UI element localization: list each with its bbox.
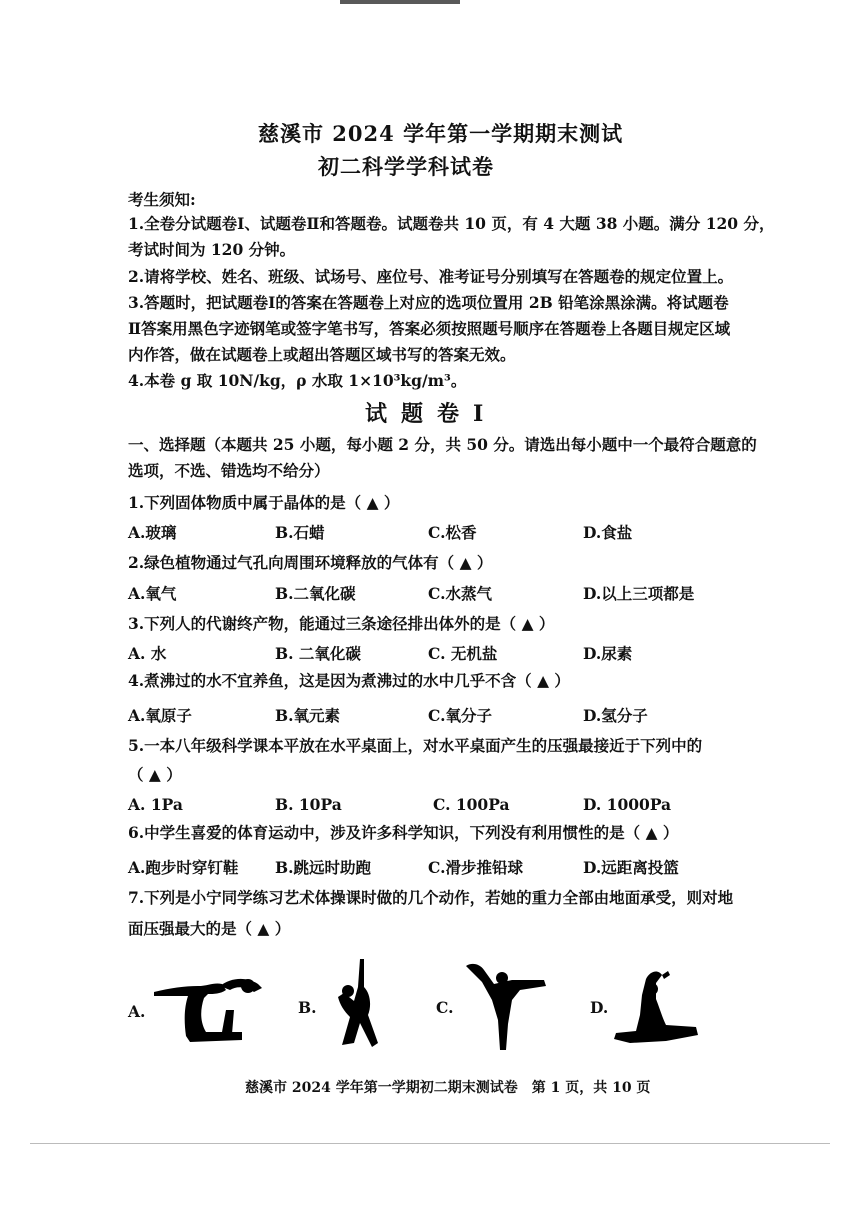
figure-label-c: C. (436, 998, 454, 1017)
page-edge-divider (30, 1143, 830, 1144)
figure-label-d: D. (590, 998, 609, 1017)
option-a: A.氧原子 (128, 706, 192, 725)
notice-line-4: 4.本卷 g 取 10N/kg，ρ 水取 1×10³kg/m³。 (128, 371, 467, 390)
option-a: A.氧气 (128, 584, 177, 603)
option-d: D.以上三项都是 (583, 584, 695, 603)
question-stem: 3.下列人的代谢终产物，能通过三条途径排出体外的是（ ▲ ） (128, 614, 555, 633)
option-c: C. 无机盐 (428, 644, 498, 663)
question-stem: 2.绿色植物通过气孔向周围环境释放的气体有（ ▲ ） (128, 553, 493, 572)
notice-line-1b: 考试时间为 120 分钟。 (128, 240, 296, 259)
option-a: A. 1Pa (128, 795, 183, 814)
notice-line-3: 3.答题时，把试题卷Ⅰ的答案在答题卷上对应的选项位置用 2B 铅笔涂黑涂满。将试题卷 (128, 293, 729, 312)
question-stem-cont: 面压强最大的是（ ▲ ） (128, 919, 291, 938)
option-c: C.滑步推铅球 (428, 858, 523, 877)
notice-line-3c: 内作答，做在试题卷上或超出答题区域书写的答案无效。 (128, 345, 516, 364)
question-stem: 6.中学生喜爱的体育运动中，涉及许多科学知识，下列没有利用惯性的是（ ▲ ） (128, 823, 679, 842)
section-intro-1: 一、选择题（本题共 25 小题，每小题 2 分，共 50 分。请选出每小题中一个最符合题意的 (128, 435, 757, 454)
question-stem: 7.下列是小宁同学练习艺术体操课时做的几个动作，若她的重力全部由地面承受，则对地 (128, 888, 734, 907)
option-b: B.石蜡 (275, 523, 325, 542)
scan-artifact (340, 0, 460, 4)
section-title: 试题卷Ⅰ (365, 401, 498, 427)
option-c: C.松香 (428, 523, 477, 542)
exam-subtitle: 初二科学学科试卷 (318, 154, 494, 179)
option-a: A.玻璃 (128, 523, 177, 542)
notice-line-3b: Ⅱ答案用黑色字迹钢笔或签字笔书写，答案必须按照题号顺序在答题卷上各题目规定区域 (128, 319, 731, 338)
option-b: B.氧元素 (275, 706, 340, 725)
option-d: D.远距离投篮 (583, 858, 679, 877)
option-c: C.水蒸气 (428, 584, 492, 603)
exam-title: 慈溪市 2024 学年第一学期期末测试 (258, 121, 624, 146)
figure-label-b: B. (298, 998, 317, 1017)
question-stem: 1.下列固体物质中属于晶体的是（ ▲ ） (128, 493, 400, 512)
option-d: D.食盐 (583, 523, 633, 542)
option-b: B. 二氧化碳 (275, 644, 361, 663)
question-stem: 4.煮沸过的水不宜养鱼，这是因为煮沸过的水中几乎不含（ ▲ ） (128, 671, 570, 690)
section-intro-2: 选项，不选、错选均不给分） (128, 461, 330, 480)
notice-line-1: 1.全卷分试题卷Ⅰ、试题卷Ⅱ和答题卷。试题卷共 10 页，有 4 大题 38 小题。满分 120 分， (128, 214, 775, 233)
option-b: B. 10Pa (275, 795, 342, 814)
gymnast-figure-a (150, 970, 270, 1050)
option-d: D.氢分子 (583, 706, 648, 725)
notice-line-2: 2.请将学校、姓名、班级、试场号、座位号、准考证号分别填写在答题卷的规定位置上。 (128, 267, 734, 286)
option-c: C.氧分子 (428, 706, 492, 725)
gymnast-figure-c (462, 960, 552, 1052)
option-a: A. 水 (128, 644, 167, 663)
option-c: C. 100Pa (433, 795, 510, 814)
gymnast-figure-b (320, 957, 390, 1052)
notice-heading: 考生须知: (128, 190, 196, 209)
option-d: D.尿素 (583, 644, 633, 663)
gymnast-figure-d (610, 965, 705, 1047)
option-d: D. 1000Pa (583, 795, 672, 814)
page-footer: 慈溪市 2024 学年第一学期初二期末测试卷 第 1 页，共 10 页 (245, 1080, 651, 1096)
option-b: B.二氧化碳 (275, 584, 356, 603)
option-b: B.跳远时助跑 (275, 858, 371, 877)
figure-label-a: A. (128, 1002, 146, 1021)
question-stem-cont: （ ▲ ） (128, 765, 182, 784)
option-a: A.跑步时穿钉鞋 (128, 858, 239, 877)
question-stem: 5.一本八年级科学课本平放在水平桌面上，对水平桌面产生的压强最接近于下列中的 (128, 736, 703, 755)
